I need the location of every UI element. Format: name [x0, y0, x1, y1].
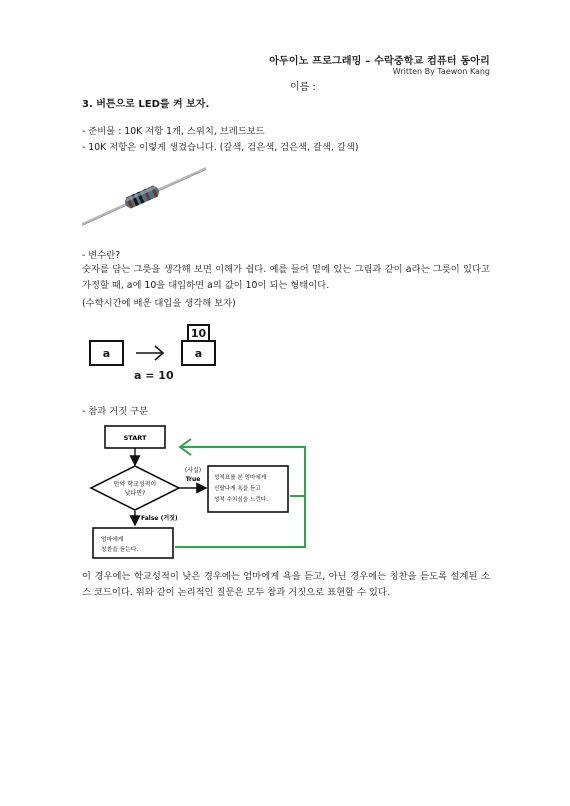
assignment-equation: a = 10 — [134, 369, 174, 382]
section-title: 3. 버튼으로 LED를 켜 보자. — [82, 99, 210, 110]
value-box-10: 10 — [187, 324, 210, 342]
start-label: START — [123, 434, 147, 442]
box-a-right: a — [181, 340, 216, 366]
decision-label-2: 낮다면? — [124, 490, 146, 497]
box-a-left: a — [89, 340, 124, 366]
false-action-line-2: 칭찬을 듣는다. — [101, 547, 139, 553]
name-label: 이름 : — [290, 82, 316, 93]
true-action-line-3: 성적 수치심을 느낀다. — [214, 497, 268, 503]
false-action-line-1: 엄마에게 — [101, 537, 124, 543]
variable-note: (수학시간에 배운 대입을 생각해 보자) — [82, 298, 236, 309]
variable-heading: - 변수란? — [82, 250, 121, 261]
resistor-description: - 10K 저항은 이렇게 생겼습니다. (갈색, 검은색, 검은색, 갈색, 갈색) — [82, 142, 359, 153]
variable-text: 숫자를 담는 그릇을 생각해 보면 이해가 쉽다. 예를 들어 밑에 있는 그림과 같이 a라는 그릇이 있다고 가정할 때, a에 10을 대입하면 a의 값이 10이 되는 형태이다. — [82, 264, 490, 291]
right-arrow-icon — [136, 344, 166, 362]
decision-node — [91, 466, 179, 510]
truth-heading: - 참과 거짓 구분 — [82, 406, 149, 417]
false-action-box — [93, 528, 173, 558]
true-label-2: True — [185, 476, 201, 483]
conclusion-text: 이 경우에는 학교성적이 낮은 경우에는 엄마에게 욕을 듣고, 아닌 경우에는 칭찬을 듣도록 설계된 소스 코드이다. 위와 같이 논리적인 질문은 모두 참과 거짓으로 표현할 수 있다. — [82, 571, 490, 598]
materials-line: - 준비물 : 10K 저항 1개, 스위치, 브레드보드 — [82, 126, 265, 137]
true-action-line-2: 신랄나게 욕을 듣고 — [214, 486, 261, 492]
document-title: 아두이노 프로그래밍 – 수락중학교 컴퓨터 동아리 — [269, 56, 490, 67]
true-label-1: (사실) — [184, 467, 202, 474]
false-label: False (거짓) — [141, 515, 178, 522]
flowchart — [80, 420, 320, 570]
resistor-image — [80, 160, 210, 230]
true-action-line-1: 성적표를 본 엄마에게 — [214, 475, 267, 481]
author-line: Written By Taewon Kang — [392, 67, 490, 76]
decision-label-1: 만약 학교성적이 — [113, 481, 157, 488]
